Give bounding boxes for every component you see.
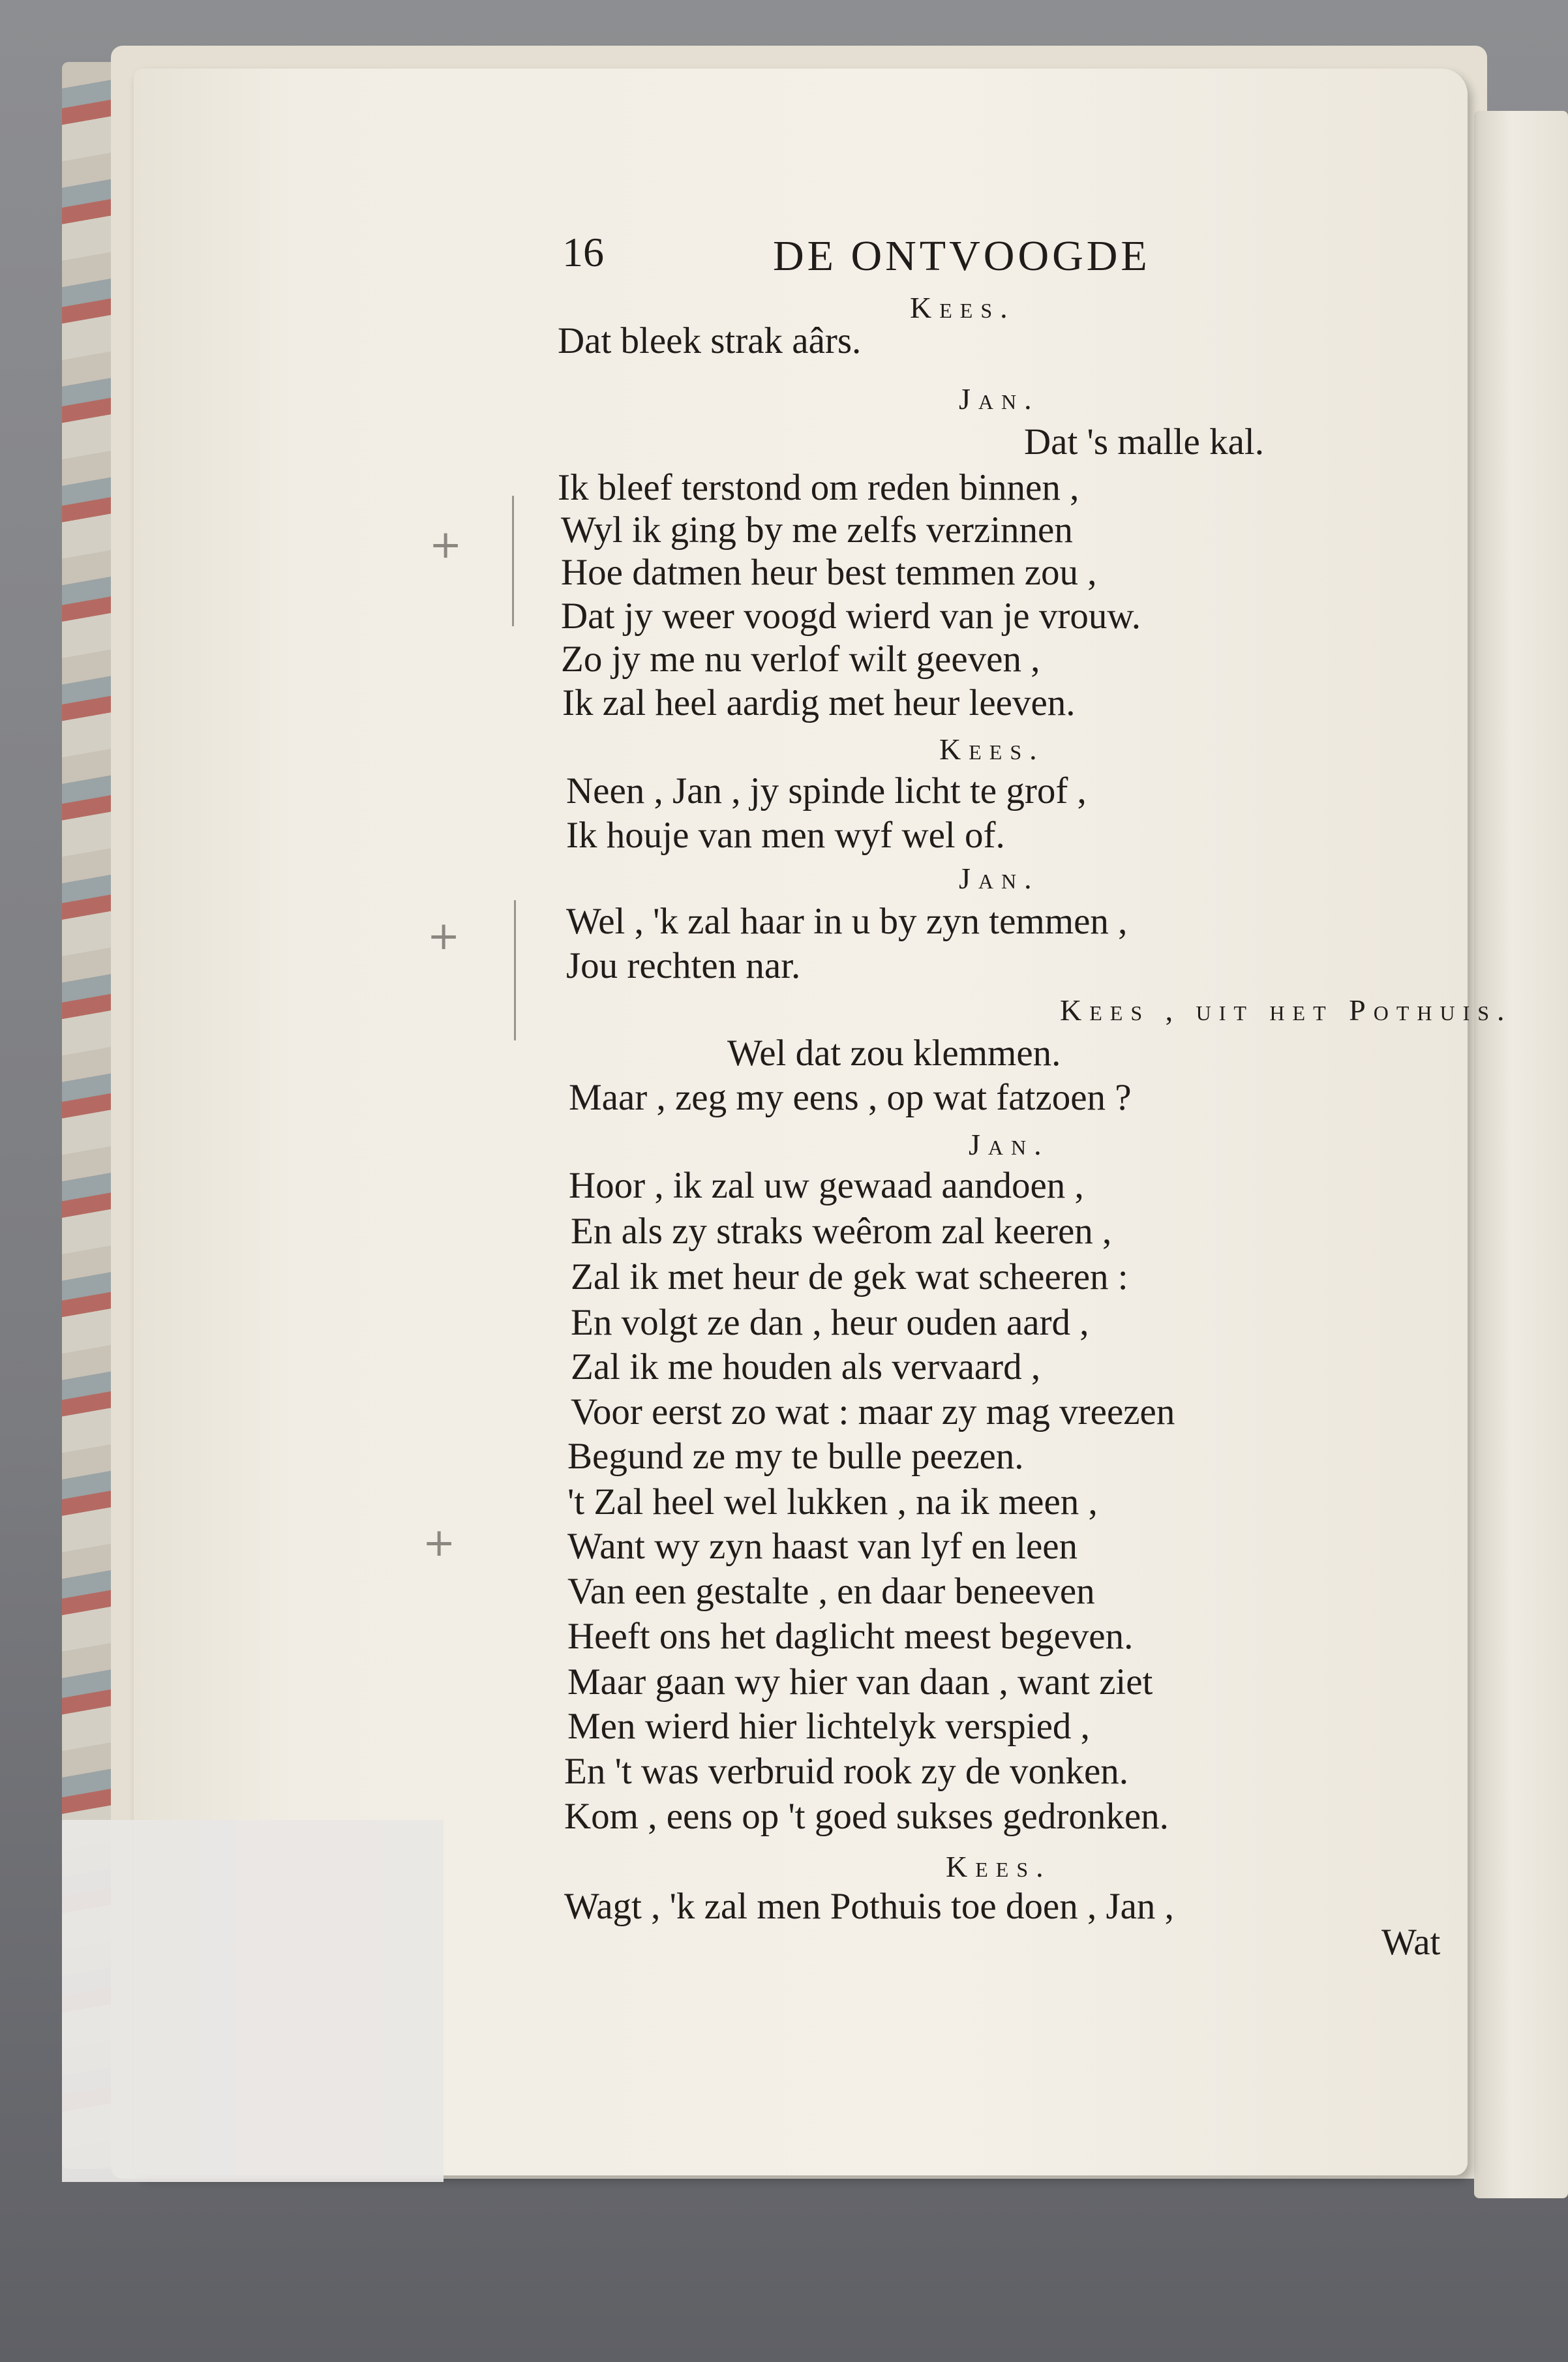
verse-line: Jou rechten nar. — [566, 945, 801, 986]
verse-line: En volgt ze dan , heur ouden aard , — [571, 1302, 1089, 1343]
verse-line: Begund ze my te bulle peezen. — [567, 1436, 1024, 1477]
speaker-label: Kees , uit het Pothuis. — [1060, 993, 1513, 1027]
page-number: 16 — [562, 229, 604, 275]
verse-line: Maar , zeg my eens , op wat fatzoen ? — [569, 1077, 1132, 1118]
verse-line: Hoor , ik zal uw gewaad aandoen , — [569, 1165, 1084, 1206]
verse-line: 't Zal heel wel lukken , na ik meen , — [567, 1481, 1098, 1522]
verse-line: Zal ik me houden als vervaard , — [571, 1346, 1041, 1387]
pencil-cross-mark: + — [427, 913, 460, 959]
verse-line: Neen , Jan , jy spinde licht te grof , — [566, 770, 1087, 811]
verse-line: Zal ik met heur de gek wat scheeren : — [571, 1256, 1128, 1297]
verse-line: Maar gaan wy hier van daan , want ziet — [567, 1661, 1153, 1703]
verse-line: En als zy straks weêrom zal keeren , — [571, 1211, 1112, 1252]
speaker-label: Jan. — [969, 1128, 1049, 1161]
verse-line: Dat jy weer voogd wierd van je vrouw. — [561, 596, 1141, 637]
verse-line: Hoe datmen heur best temmen zou , — [561, 552, 1097, 593]
pencil-bracket — [512, 496, 514, 626]
verse-line: Heeft ons het daglicht meest begeven. — [567, 1616, 1134, 1657]
speaker-label: Kees. — [946, 1850, 1051, 1883]
verse-line: Kom , eens op 't goed sukses gedronken. — [564, 1796, 1169, 1837]
verse-line: Voor eerst zo wat : maar zy mag vreezen — [571, 1391, 1175, 1432]
verse-line: Wagt , 'k zal men Pothuis toe doen , Jan , — [564, 1886, 1174, 1927]
speaker-label: Kees. — [910, 291, 1016, 324]
speaker-label: Jan. — [959, 862, 1040, 895]
redaction-patch — [62, 1820, 444, 2182]
verse-line: Ik bleef terstond om reden binnen , — [558, 467, 1079, 508]
speaker-label: Kees. — [939, 733, 1045, 766]
verse-line: Want wy zyn haast van lyf en leen — [567, 1526, 1078, 1567]
verse-line: Ik houje van men wyf wel of. — [566, 815, 1005, 856]
verse-line: Wyl ik ging by me zelfs verzinnen — [561, 509, 1073, 551]
verse-line: Dat 's malle kal. — [1024, 421, 1264, 462]
facing-page-edge — [1474, 111, 1568, 2198]
catchword: Wat — [1381, 1922, 1441, 1963]
pencil-cross-mark: + — [429, 522, 462, 568]
verse-line: Van een gestalte , en daar beneeven — [567, 1571, 1095, 1612]
verse-line: Wel , 'k zal haar in u by zyn temmen , — [566, 901, 1128, 942]
verse-line: En 't was verbruid rook zy de vonken. — [564, 1751, 1129, 1792]
verse-line: Men wierd hier lichtelyk verspied , — [567, 1706, 1090, 1747]
verse-line: Wel dat zou klemmen. — [727, 1033, 1061, 1074]
verse-line: Ik zal heel aardig met heur leeven. — [562, 682, 1076, 723]
running-title: DE ONTVOOGDE — [773, 232, 1151, 280]
pencil-bracket — [514, 900, 516, 1040]
verse-line: Zo jy me nu verlof wilt geeven , — [561, 639, 1040, 680]
pencil-cross-mark: + — [423, 1520, 456, 1566]
speaker-label: Jan. — [959, 382, 1040, 416]
verse-line: Dat bleek strak aârs. — [558, 320, 862, 361]
